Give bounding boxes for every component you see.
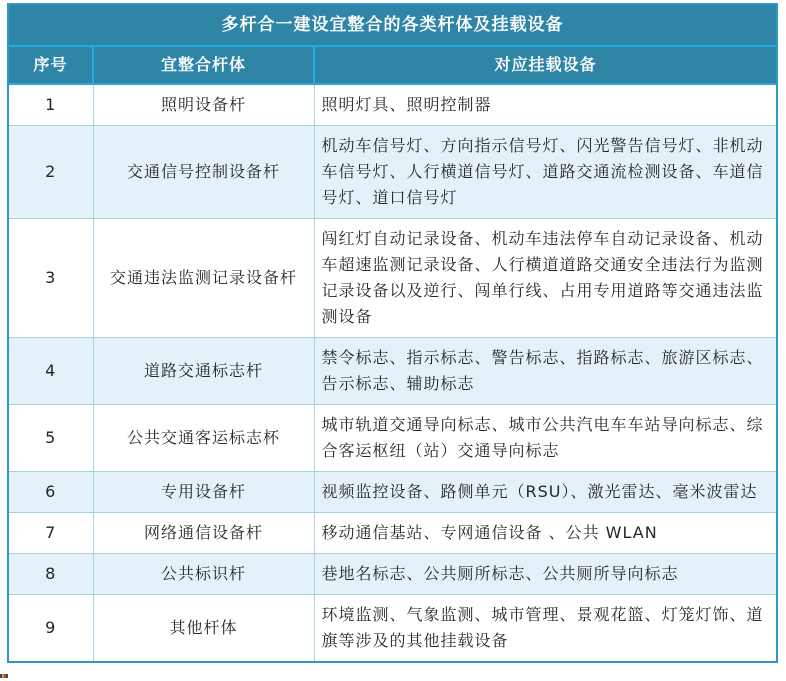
devices-cell: 城市轨道交通导向标志、城市公共汽电车车站导向标志、综合客运枢纽（站）交通导向标志 [314, 405, 776, 472]
pole-type-cell: 网络通信设备杆 [93, 513, 314, 554]
row-number-cell: 3 [9, 219, 93, 338]
column-header-devices: 对应挂载设备 [314, 47, 776, 84]
table-row [9, 84, 776, 126]
pole-type-cell: 照明设备杆 [93, 84, 314, 126]
pole-type-cell: 专用设备杆 [93, 472, 314, 513]
table-row [9, 338, 776, 405]
table-row [9, 595, 776, 662]
table-row [9, 472, 776, 513]
row-number-cell: 9 [9, 595, 93, 662]
devices-cell: 巷地名标志、公共厕所标志、公共厕所导向标志 [314, 554, 776, 595]
poles-table [7, 3, 778, 663]
devices-cell: 环境监测、气象监测、城市管理、景观花篮、灯笼灯饰、道旗等涉及的其他挂载设备 [321, 605, 764, 650]
table-row [9, 126, 776, 219]
row-number-cell: 1 [9, 84, 93, 126]
pole-type-cell: 公共交通客运标志杯 [93, 405, 314, 472]
row-number-cell: 5 [9, 405, 93, 472]
devices-cell: 照明灯具、照明控制器 [314, 84, 776, 126]
pole-type-cell: 道路交通标志杆 [93, 338, 314, 405]
devices-cell: 禁令标志、指示标志、警告标志、指路标志、旅游区标志、告示标志、辅助标志 [314, 338, 776, 405]
table-title: 多杆合一建设宜整合的各类杆体及挂载设备 [9, 5, 776, 47]
table-row [9, 554, 776, 595]
poles-grid [9, 47, 776, 661]
table-row [9, 513, 776, 554]
table-body [9, 84, 776, 661]
devices-cell: 机动车信号灯、方向指示信号灯、闪光警告信号灯、非机动车信号灯、人行横道信号灯、道路交通流检测设备、车道信号灯、道口信号灯 [314, 126, 776, 219]
pole-type-cell: 其他杆体 [93, 595, 314, 662]
row-number-cell: 4 [9, 338, 93, 405]
pole-type-cell: 交通信号控制设备杆 [93, 126, 314, 219]
pole-type-cell: 公共标识杆 [93, 554, 314, 595]
column-header-pole: 宜整合杆体 [93, 47, 314, 84]
devices-cell: 视频监控设备、路侧单元（RSU）、激光雷达、毫米波雷达 [314, 472, 776, 513]
devices-cell: 闯红灯自动记录设备、机动车违法停车自动记录设备、机动车超速监测记录设备、人行横道道路交通安全违法行为监测记录设备以及逆行、闯单行线、占用专用道路等交通违法监测设备 [314, 219, 776, 338]
row-number-cell: 6 [9, 472, 93, 513]
row-number-cell: 2 [9, 126, 93, 219]
header-row [9, 47, 776, 84]
artifact-mark [0, 674, 8, 678]
row-number-cell: 8 [9, 554, 93, 595]
column-header-num: 序号 [9, 47, 93, 84]
row-number-cell: 7 [9, 513, 93, 554]
pole-type-cell: 交通违法监测记录设备杆 [93, 219, 314, 338]
table-row [9, 405, 776, 472]
devices-cell: 移动通信基站、专网通信设备 、公共 WLAN [314, 513, 776, 554]
table-row [9, 219, 776, 338]
